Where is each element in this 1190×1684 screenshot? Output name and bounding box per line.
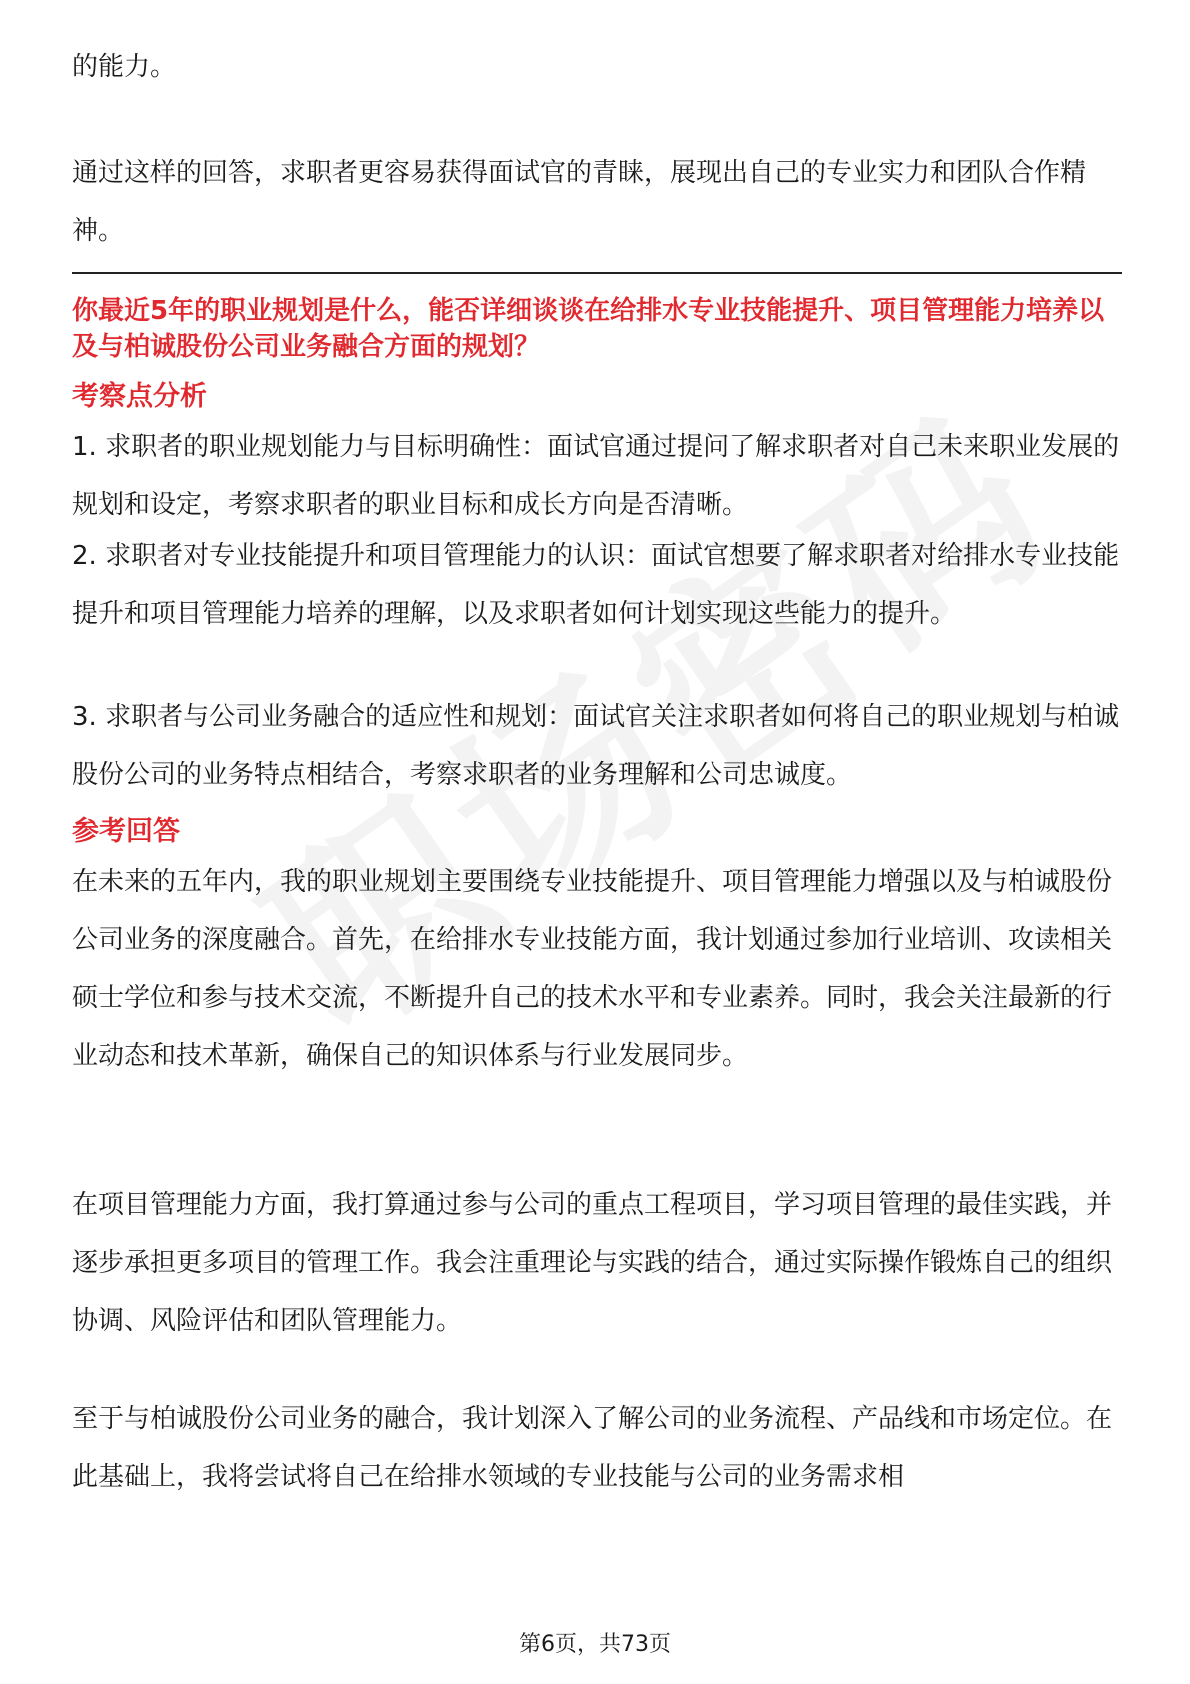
page-number: 第6页，共73页 bbox=[519, 1632, 671, 1657]
answer-heading: 参考回答 bbox=[72, 816, 180, 847]
answer-paragraph-3: 至于与柏诚股份公司业务的融合，我计划深入了解公司的业务流程、产品线和市场定位。在此基础上，我将尝试将自己在给排水领域的专业技能与公司的业务需求相 bbox=[72, 1404, 1113, 1492]
analysis-point-3: 3. 求职者与公司业务融合的适应性和规划：面试官关注求职者如何将自己的职业规划与柏诚股份公司的业务特点相结合，考察求职者的业务理解和公司忠诚度。 bbox=[72, 702, 1120, 790]
section-divider bbox=[72, 272, 1122, 274]
paragraph-continuation: 的能力。 bbox=[72, 52, 177, 82]
paragraph-summary: 通过这样的回答，求职者更容易获得面试官的青睐，展现出自己的专业实力和团队合作精神。 bbox=[72, 158, 1087, 246]
analysis-point-2: 2. 求职者对专业技能提升和项目管理能力的认识：面试官想要了解求职者对给排水专业技能提升和项目管理能力培养的理解，以及求职者如何计划实现这些能力的提升。 bbox=[72, 541, 1120, 629]
answer-paragraph-2: 在项目管理能力方面，我打算通过参与公司的重点工程项目，学习项目管理的最佳实践，并逐步承担更多项目的管理工作。我会注重理论与实践的结合，通过实际操作锻炼自己的组织协调、风险评估和团队管理能力。 bbox=[72, 1190, 1113, 1336]
analysis-point-1: 1. 求职者的职业规划能力与目标明确性：面试官通过提问了解求职者对自己未来职业发展的规划和设定，考察求职者的职业目标和成长方向是否清晰。 bbox=[72, 432, 1120, 520]
interview-question: 你最近5年的职业规划是什么，能否详细谈谈在给排水专业技能提升、项目管理能力培养以及与柏诚股份公司业务融合方面的规划？ bbox=[72, 296, 1105, 362]
answer-paragraph-1: 在未来的五年内，我的职业规划主要围绕专业技能提升、项目管理能力增强以及与柏诚股份公司业务的深度融合。首先，在给排水专业技能方面，我计划通过参加行业培训、攻读相关硕士学位和参与技术交流，不断提升自己的技术水平和专业素养。同时，我会关注最新的行业动态和技术革新，确保自己的知识体系与行业发展同步。 bbox=[72, 867, 1113, 1071]
analysis-heading: 考察点分析 bbox=[72, 381, 207, 412]
